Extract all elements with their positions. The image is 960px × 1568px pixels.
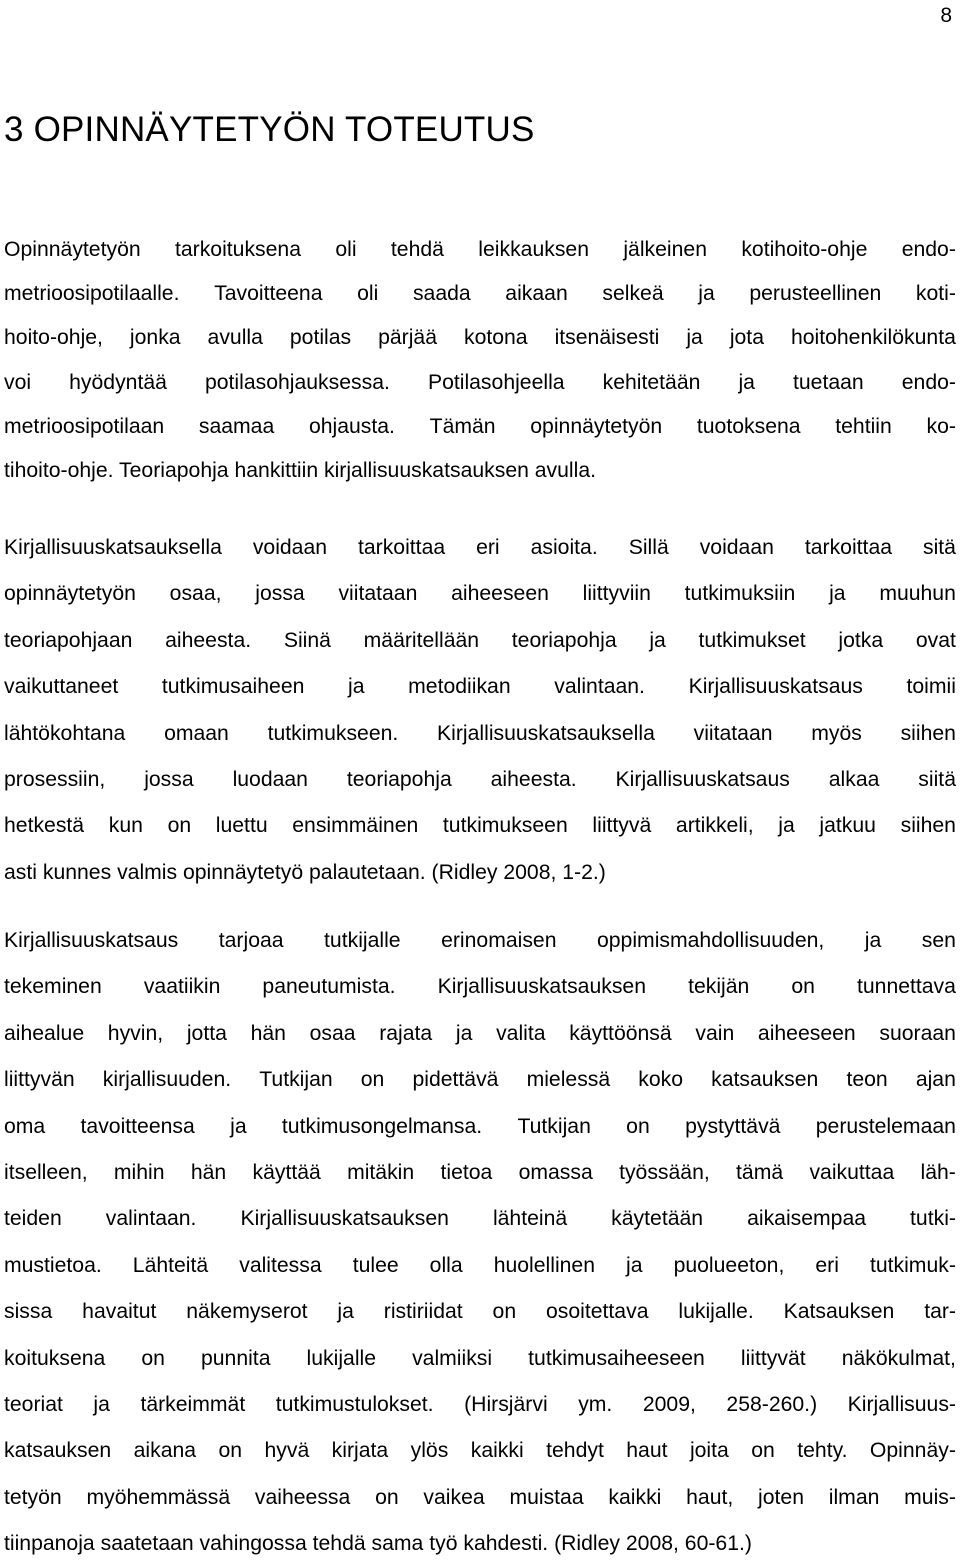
page-number: 8	[940, 4, 952, 27]
text-line: Kirjallisuuskatsaus tarjoaa tutkijalle erinomaisen oppimismahdollisuuden, ja sen	[4, 929, 956, 952]
text-line: voi hyödyntää potilasohjauksessa. Potilasohjeella kehitetään ja tuetaan endo-	[4, 370, 956, 394]
text-line: teiden valintaan. Kirjallisuuskatsauksen lähteinä käytetään aikaisempaa tutki-	[4, 1207, 956, 1231]
text-line: mustietoa. Lähteitä valitessa tulee olla huolellinen ja puolueeton, eri tutkimuk-	[4, 1253, 956, 1277]
text-line: hetkestä kun on luettu ensimmäinen tutkimukseen liittyvä artikkeli, ja jatkuu siihen	[4, 814, 956, 838]
text-line: liittyvän kirjallisuuden. Tutkijan on pidettävä mielessä koko katsauksen teon ajan	[4, 1068, 956, 1092]
text-line: tiinpanoja saatetaan vahingossa tehdä sama työ kahdesti. (Ridley 2008, 60-61.)	[4, 1532, 752, 1556]
text-line: itselleen, mihin hän käyttää mitäkin tietoa omassa työssään, tämä vaikuttaa läh-	[4, 1161, 956, 1185]
text-line: lähtökohtana omaan tutkimukseen. Kirjallisuuskatsauksella viitataan myös siihen	[4, 721, 956, 745]
text-line: aihealue hyvin, jotta hän osaa rajata ja valita käyttöönsä vain aiheeseen suoraan	[4, 1021, 956, 1045]
text-line: prosessiin, jossa luodaan teoriapohja aiheesta. Kirjallisuuskatsaus alkaa siitä	[4, 768, 956, 792]
text-line: teoriat ja tärkeimmät tutkimustulokset. (Hirsjärvi ym. 2009, 258-260.) Kirjallisuus-	[4, 1393, 956, 1417]
paragraph-intro	[4, 228, 956, 493]
text-line: tihoito-ohje. Teoriapohja hankittiin kirjallisuuskatsauksen avulla.	[4, 459, 597, 483]
paragraph-review-process	[4, 918, 956, 1568]
chapter-heading: 3 OPINNÄYTETYÖN TOTEUTUS	[4, 110, 535, 149]
text-line: vaikuttaneet tutkimusaiheen ja metodiikan valintaan. Kirjallisuuskatsaus toimii	[4, 675, 956, 699]
text-line: koituksena on punnita lukijalle valmiiksi tutkimusaiheeseen liittyvät näkökulmat,	[4, 1346, 956, 1370]
text-line: metrioosipotilaalle. Tavoitteena oli saada aikaan selkeä ja perusteellinen koti-	[4, 282, 956, 306]
text-line: teoriapohjaan aiheesta. Siinä määritellään teoriapohja ja tutkimukset jotka ovat	[4, 628, 956, 652]
text-line: sissa havaitut näkemyserot ja ristiriidat on osoitettava lukijalle. Katsauksen tar-	[4, 1300, 956, 1324]
text-line: asti kunnes valmis opinnäytetyö palautetaan. (Ridley 2008, 1-2.)	[4, 860, 606, 884]
text-line: metrioosipotilaan saamaa ohjausta. Tämän opinnäytetyön tuotoksena tehtiin ko-	[4, 414, 956, 438]
paragraph-literature-review	[4, 525, 956, 896]
text-line: katsauksen aikana on hyvä kirjata ylös kaikki tehdyt haut joita on tehty. Opinnäy-	[4, 1439, 956, 1463]
text-line: Opinnäytetyön tarkoituksena oli tehdä leikkauksen jälkeinen kotihoito-ohje endo-	[4, 238, 956, 261]
text-line: hoito-ohje, jonka avulla potilas pärjää kotona itsenäisesti ja jota hoitohenkilökunta	[4, 326, 956, 350]
text-line: Kirjallisuuskatsauksella voidaan tarkoittaa eri asioita. Sillä voidaan tarkoittaa sitä	[4, 536, 956, 559]
text-line: oma tavoitteensa ja tutkimusongelmansa. Tutkijan on pystyttävä perustelemaan	[4, 1114, 956, 1138]
text-line: tetyön myöhemmässä vaiheessa on vaikea muistaa kaikki haut, joten ilman muis-	[4, 1485, 956, 1509]
text-line: opinnäytetyön osaa, jossa viitataan aiheeseen liittyviin tutkimuksiin ja muuhun	[4, 582, 956, 606]
text-line: tekeminen vaatiikin paneutumista. Kirjallisuuskatsauksen tekijän on tunnettava	[4, 975, 956, 999]
